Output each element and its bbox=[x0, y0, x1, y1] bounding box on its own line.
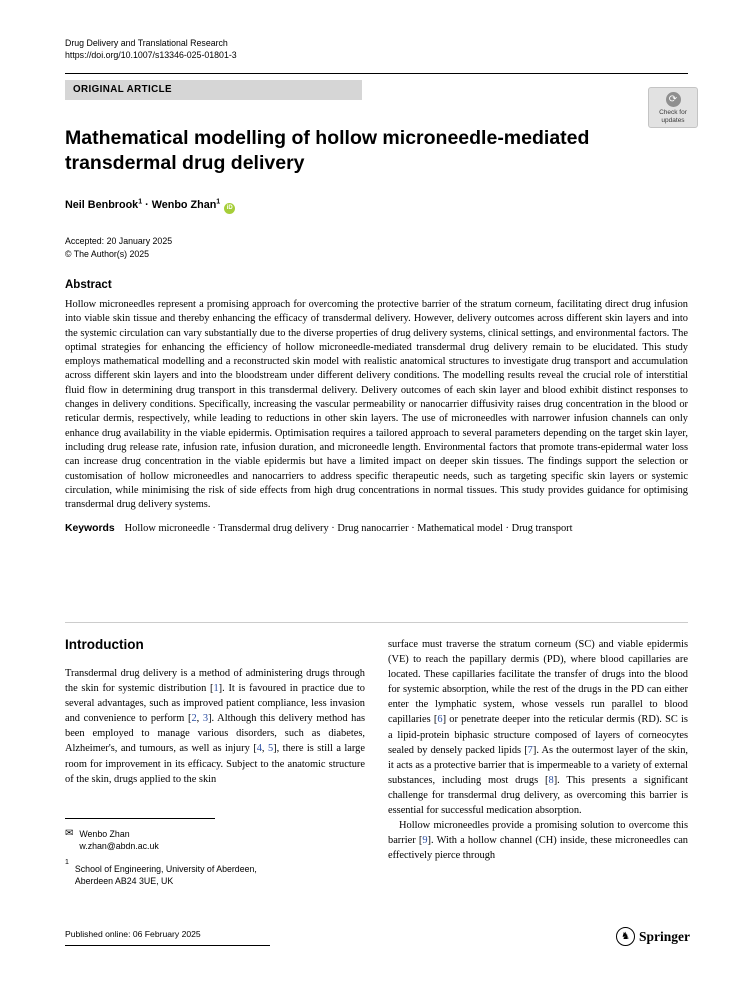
article-title: Mathematical modelling of hollow microneedle-mediated transdermal drug delivery bbox=[65, 127, 590, 174]
author-2-affiliation-marker: 1 bbox=[216, 198, 221, 206]
citation-link[interactable]: 8 bbox=[548, 774, 554, 786]
copyright-line: © The Author(s) 2025 bbox=[65, 249, 150, 259]
section-heading-introduction: Introduction bbox=[65, 637, 144, 652]
paragraph-text: ]. With a hollow channel (CH) inside, these microneedles can effectively pierce through bbox=[388, 835, 689, 862]
paragraph-text: surface must traverse the stratum corneum (SC) and viable epidermis (VE) to reach the papillary dermis (PD), where blood capillaries are located. These capillaries facilitate the transfer of drugs into the blood for systemic absorption, while the rest of the drugs in the PD can either enter the lymphatic system, whose vessels run parallel to blood capillaries [ bbox=[388, 639, 688, 726]
orcid-icon[interactable]: iD bbox=[224, 203, 235, 214]
paragraph-text: ]. This presents a significant challenge for transdermal drug delivery, as overcoming this barrier is essential for successful medication absorption. bbox=[388, 774, 688, 817]
authors-line bbox=[65, 199, 235, 214]
footnote-rule bbox=[65, 818, 215, 819]
author-name-1: Neil Benbrook bbox=[65, 199, 139, 211]
intro-paragraph-right-2 bbox=[388, 818, 688, 863]
intro-paragraph-right-1 bbox=[388, 637, 688, 818]
affiliation-block bbox=[65, 859, 295, 887]
frontmatter bbox=[65, 279, 688, 534]
citation-link[interactable]: 1 bbox=[213, 683, 219, 695]
affiliation-marker: 1 bbox=[65, 859, 69, 866]
citation-link[interactable]: 6 bbox=[437, 714, 443, 726]
author-1-affiliation-marker: 1 bbox=[138, 198, 143, 206]
citation-link[interactable]: 7 bbox=[527, 744, 533, 756]
paragraph-text: ]. As the outermost layer of the skin, it acts as a protective barrier that is impermeable to a variety of external substances, including most drugs [ bbox=[388, 744, 688, 786]
header-rule bbox=[65, 73, 688, 74]
springer-horse-icon: ♞ bbox=[616, 927, 635, 946]
correspondence-email[interactable]: w.zhan@abdn.ac.uk bbox=[79, 841, 159, 851]
keywords-line bbox=[65, 523, 688, 534]
envelope-icon: ✉ bbox=[65, 828, 74, 839]
abstract-text: Hollow microneedles represent a promising approach for overcoming the protective barrier of the stratum corneum, facilitating direct drug infusion into viable skin tissue and thereby enhancing the efficacy of transdermal delivery. However, delivery outcomes across different skin layers and into the systemic circulation can vary substantially due to the diverse properties of drug delivery systems, clinical settings, and environmental factors. The optimal strategies for enhancing the efficiency of hollow microneedle-mediated transdermal drug delivery remain to be elucidated. This study employs mathematical modelling and a reconstructed skin model with realistic anatomical structures to investigate drug transport and accumulation across different skin layers and into the bloodstream under different delivery conditions. The modelling results reveal the crucial role of interstitial fluid flow in determining drug transport in this transdermal delivery. Delivery outcomes of each skin layer and blood exhibit distinct responses to changes in delivery conditions. Specifically, increasing the vascular permeability or nanocarrier diffusivity raises drug concentration in the blood or reticular dermis, respectively, while leading to reductions in other skin layers. The use of microneedles with narrower infusion channels can only enhance drug availability in the viable epidermis. Optimisation requires a tailored approach to several parameters depending on the target skin layer, including drug release rate, infusion rate, infusion duration, and microneedle length. Environmental factors that promote trans-epidermal water loss can increase drug concentration in the viable epidermis but have a limited impact on deeper skin tissues. The findings support the selection or customisation of hollow microneedles and nanocarriers to address specific therapeutic needs, such as targeting specific skin layers or systemic circulation, while minimising the risk of side effects from high drug concentrations in normal tissues. This study provides guidance for optimising transdermal drug delivery systems. bbox=[65, 299, 688, 511]
abstract-heading: Abstract bbox=[65, 279, 112, 291]
paragraph-text: ]. It is favoured in practice due to several advantages, such as improved patient compliance, less invasion and convenience to perform [ bbox=[65, 683, 365, 725]
journal-header bbox=[65, 38, 237, 61]
citation-link[interactable]: 4 bbox=[256, 743, 262, 755]
paragraph-text: Transdermal drug delivery is a method of administering drugs through the skin for systemic distribution [ bbox=[65, 668, 365, 695]
check-updates-label: Check for updates bbox=[659, 109, 687, 124]
update-refresh-icon: ⟳ bbox=[666, 92, 681, 107]
correspondence-name: Wenbo Zhan bbox=[79, 829, 130, 839]
intro-paragraph-left bbox=[65, 666, 365, 787]
springer-wordmark: Springer bbox=[638, 928, 690, 944]
paragraph-text: Hollow microneedles provide a promising solution to overcome this barrier [ bbox=[388, 820, 688, 847]
paragraph-text: ]. Although this delivery method has been employed to manage various disorders, such as diabetes, Alzheimer's, and tumours, as well as injury [ bbox=[65, 713, 366, 755]
author-separator: · bbox=[145, 199, 149, 211]
section-divider bbox=[65, 622, 688, 623]
springer-logo bbox=[616, 927, 690, 946]
paragraph-text: ] or penetrate deeper into the reticular dermis (RD). SC is a lipid-protein biphasic structure composed of layers of corneocytes sealed by densely packed lipids [ bbox=[388, 714, 688, 756]
doi-link[interactable]: https://doi.org/10.1007/s13346-025-01801-3 bbox=[65, 49, 237, 60]
check-for-updates-badge[interactable] bbox=[648, 87, 698, 128]
left-column bbox=[65, 637, 365, 787]
affiliation-text: School of Engineering, University of Aberdeen, Aberdeen AB24 3UE, UK bbox=[74, 864, 257, 886]
author-name-2: Wenbo Zhan bbox=[151, 199, 217, 211]
article-dates bbox=[65, 235, 172, 261]
published-online: Published online: 06 February 2025 bbox=[65, 929, 270, 946]
paragraph-text: , bbox=[196, 713, 203, 725]
citation-link[interactable]: 3 bbox=[202, 713, 209, 725]
keywords-label: Keywords bbox=[65, 523, 115, 535]
footnote-block bbox=[65, 818, 365, 887]
citation-link[interactable]: 5 bbox=[267, 743, 274, 755]
keywords-list: Hollow microneedle · Transdermal drug delivery · Drug nanocarrier · Mathematical model · Drug transport bbox=[124, 523, 573, 535]
correspondence-block bbox=[65, 828, 365, 852]
accepted-date: Accepted: 20 January 2025 bbox=[65, 236, 173, 246]
journal-name: Drug Delivery and Translational Research bbox=[65, 38, 228, 48]
paragraph-text: , bbox=[261, 743, 268, 755]
citation-link[interactable]: 2 bbox=[191, 713, 197, 725]
paragraph-text: ], there is still a large room for improvement in its efficacy. Subject to the anatomic structure of the skin, drugs applied to the skin bbox=[65, 743, 365, 785]
citation-link[interactable]: 9 bbox=[422, 835, 428, 847]
article-type-banner: ORIGINAL ARTICLE bbox=[65, 80, 362, 100]
right-column bbox=[388, 637, 688, 863]
